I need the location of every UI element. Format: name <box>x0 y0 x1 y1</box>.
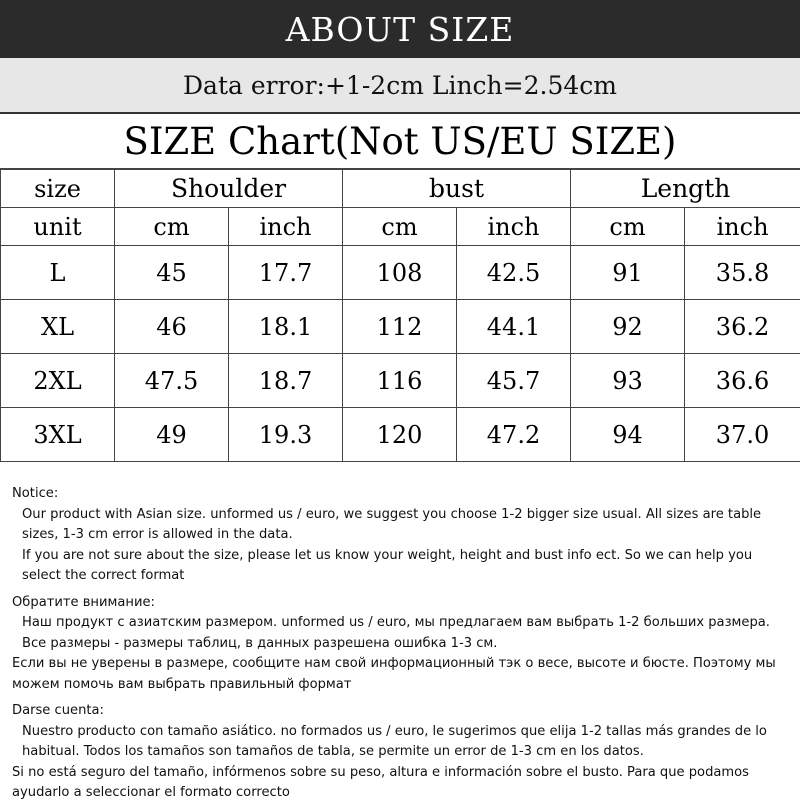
unit-cell: cm <box>343 208 457 246</box>
value-cell: 47.5 <box>115 354 229 408</box>
table-row <box>1 300 800 354</box>
unit-cell: inch <box>229 208 343 246</box>
notice-heading-ru: Обратите внимание: <box>12 593 788 614</box>
notice-text-ru: Если вы не уверены в размере, сообщите нам свой информационный тэк о весе, высоте и бюсте. Поэтому мы можем помочь вам выбрать правильный формат <box>12 654 788 695</box>
notice-text-en: If you are not sure about the size, please let us know your weight, height and bust info ect. So we can help you select the correct format <box>12 546 788 587</box>
value-cell: 108 <box>343 246 457 300</box>
value-cell: 94 <box>571 408 685 462</box>
unit-label-cell: unit <box>1 208 115 246</box>
unit-cell: inch <box>685 208 800 246</box>
value-cell: 93 <box>571 354 685 408</box>
group-header-length: Length <box>571 170 800 208</box>
size-table <box>0 169 800 462</box>
page-title: ABOUT SIZE <box>0 0 800 58</box>
unit-cell: cm <box>571 208 685 246</box>
value-cell: 92 <box>571 300 685 354</box>
size-cell: 3XL <box>1 408 115 462</box>
table-row <box>1 408 800 462</box>
notice-heading-es: Darse cuenta: <box>12 701 788 722</box>
value-cell: 49 <box>115 408 229 462</box>
notice-text-ru: Наш продукт с азиатским размером. unformed us / euro, мы предлагаем вам выбрать 1-2 больших размера. Все размеры - размеры таблиц, в данных разрешена ошибка 1-3 см. <box>12 613 788 654</box>
size-label-cell: size <box>1 170 115 208</box>
notice-text-en: Our product with Asian size. unformed us / euro, we suggest you choose 1-2 bigger size usual. All sizes are table sizes, 1-3 cm error is allowed in the data. <box>12 505 788 546</box>
data-error-note: Data error:+1-2cm Linch=2.54cm <box>0 58 800 114</box>
size-cell: XL <box>1 300 115 354</box>
notice-text-es: Nuestro producto con tamaño asiático. no formados us / euro, le sugerimos que elija 1-2 tallas más grandes de lo habitual. Todos los tamaños son tamaños de tabla, se permite un error de 1-3 cm en los datos. <box>12 722 788 763</box>
value-cell: 42.5 <box>457 246 571 300</box>
value-cell: 44.1 <box>457 300 571 354</box>
value-cell: 46 <box>115 300 229 354</box>
value-cell: 19.3 <box>229 408 343 462</box>
notes-section <box>12 484 788 804</box>
value-cell: 35.8 <box>685 246 800 300</box>
size-chart-title: SIZE Chart(Not US/EU SIZE) <box>0 114 800 169</box>
value-cell: 17.7 <box>229 246 343 300</box>
value-cell: 45 <box>115 246 229 300</box>
group-header-bust: bust <box>343 170 571 208</box>
value-cell: 91 <box>571 246 685 300</box>
value-cell: 36.2 <box>685 300 800 354</box>
value-cell: 112 <box>343 300 457 354</box>
size-cell: L <box>1 246 115 300</box>
notice-text-es: Si no está seguro del tamaño, infórmenos sobre su peso, altura e información sobre el busto. Para que podamos ayudarlo a seleccionar el formato correcto <box>12 763 788 804</box>
value-cell: 45.7 <box>457 354 571 408</box>
table-row <box>1 246 800 300</box>
value-cell: 37.0 <box>685 408 800 462</box>
table-unit-row <box>1 208 800 246</box>
value-cell: 120 <box>343 408 457 462</box>
value-cell: 47.2 <box>457 408 571 462</box>
size-cell: 2XL <box>1 354 115 408</box>
unit-cell: cm <box>115 208 229 246</box>
table-row <box>1 354 800 408</box>
value-cell: 116 <box>343 354 457 408</box>
value-cell: 18.7 <box>229 354 343 408</box>
table-header-row <box>1 170 800 208</box>
value-cell: 36.6 <box>685 354 800 408</box>
unit-cell: inch <box>457 208 571 246</box>
value-cell: 18.1 <box>229 300 343 354</box>
notice-heading-en: Notice: <box>12 484 788 505</box>
group-header-shoulder: Shoulder <box>115 170 343 208</box>
